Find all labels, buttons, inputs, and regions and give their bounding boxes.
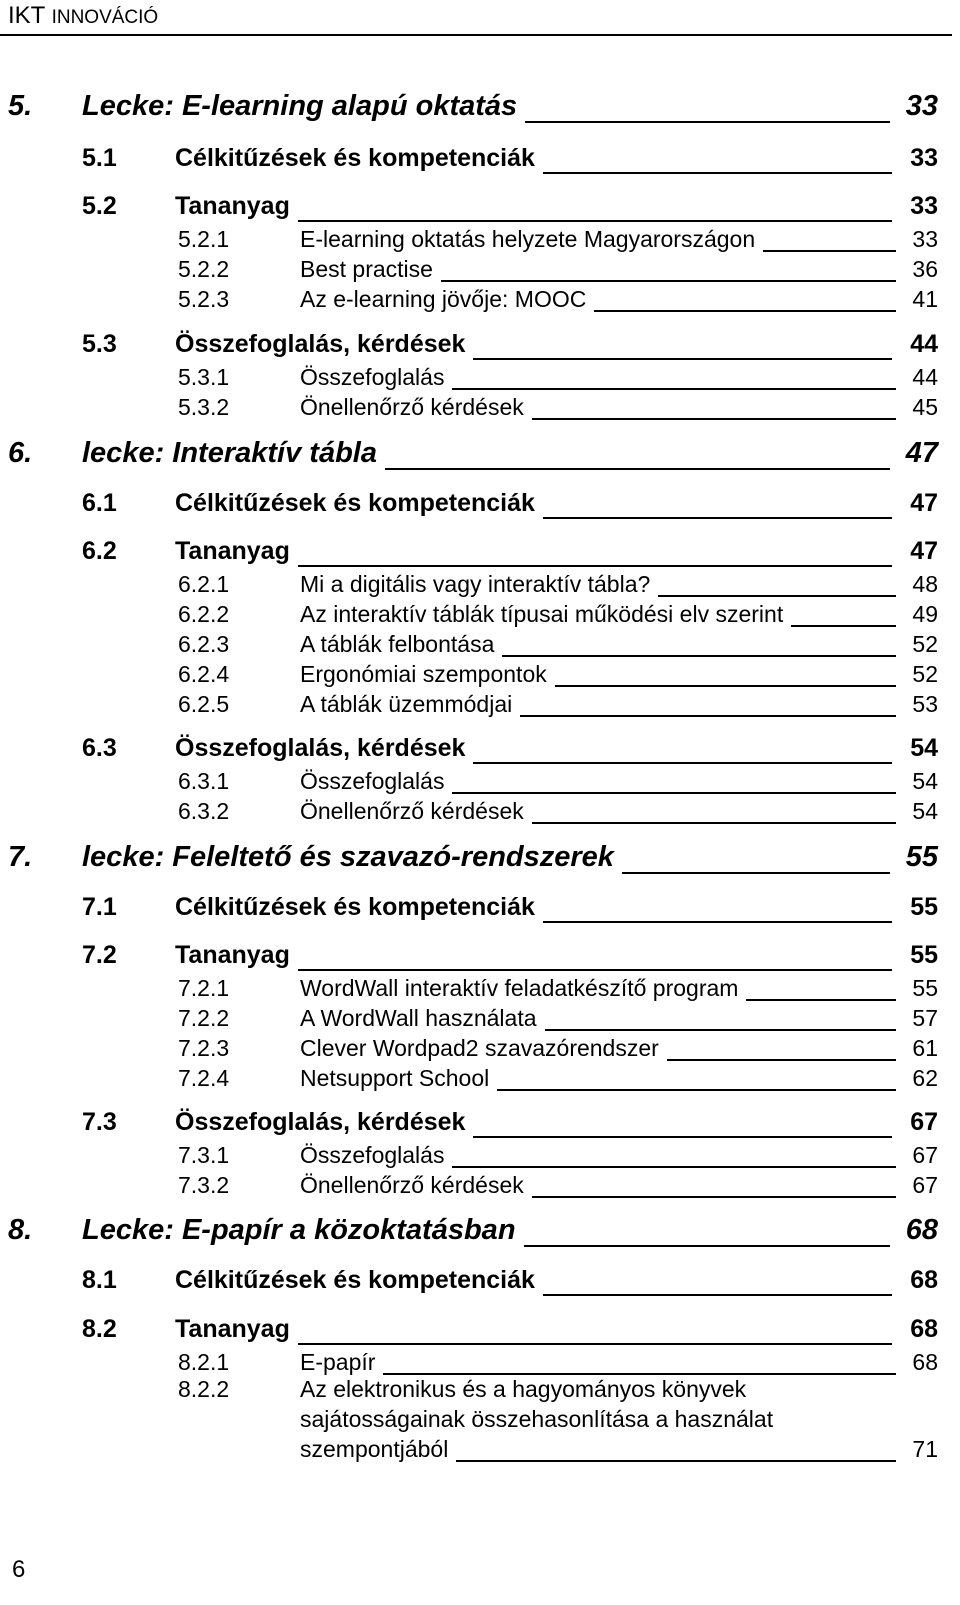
toc-entry-number: 8. (8, 1214, 33, 1246)
toc-entry-number: 6.2.3 (178, 631, 230, 657)
toc-entry-page: 68 (905, 1214, 938, 1246)
toc-entry-level-3[interactable] (0, 1138, 960, 1172)
toc-entry-page: 61 (912, 1035, 938, 1061)
toc-entry-page: 57 (912, 1005, 938, 1031)
toc-entry-level-2[interactable] (0, 1264, 960, 1298)
toc-entry-level-3[interactable] (0, 1001, 960, 1035)
toc-entry-number: 7.1 (82, 893, 117, 921)
toc-entry-page: 41 (912, 286, 938, 312)
toc-entry-level-1[interactable] (0, 90, 960, 124)
toc-entry-page: 45 (912, 394, 938, 420)
toc-entry-level-3[interactable] (0, 390, 960, 424)
toc-entry-number: 6. (8, 437, 33, 469)
toc-entry-level-2[interactable] (0, 328, 960, 362)
toc-entry-page: 67 (912, 1172, 938, 1198)
toc-entry-title: Összefoglalás, kérdések (175, 1108, 466, 1136)
toc-leader-line (520, 715, 896, 717)
toc-entry-number: 8.2 (82, 1315, 117, 1343)
toc-entry-number: 7.2.2 (178, 1005, 230, 1031)
toc-entry-number: 7.3.1 (178, 1142, 230, 1168)
toc-entry-level-2[interactable] (0, 939, 960, 973)
toc-entry-title: Lecke: E-learning alapú oktatás (82, 90, 518, 122)
toc-entry-level-2[interactable] (0, 487, 960, 521)
toc-entry-number: 7.2 (82, 941, 117, 969)
toc-entry-title: Célkitűzések és kompetenciák (175, 489, 535, 517)
toc-entry-page: 48 (912, 571, 938, 597)
toc-entry-number: 8.2.2 (178, 1376, 230, 1402)
toc-entry-number: 8.2.1 (178, 1349, 230, 1375)
toc-entry-title: Tananyag (175, 941, 290, 969)
toc-leader-line (385, 468, 890, 470)
toc-entry-number: 6.2.4 (178, 661, 230, 687)
header-rule (0, 34, 952, 36)
toc-entry-level-2[interactable] (0, 142, 960, 176)
toc-entry-page: 54 (912, 768, 938, 794)
toc-leader-line (497, 1089, 896, 1091)
toc-entry-number: 6.1 (82, 489, 117, 517)
toc-entry-number: 8.1 (82, 1266, 117, 1294)
toc-entry-page: 47 (905, 437, 938, 469)
toc-entry-page: 52 (912, 631, 938, 657)
toc-entry-number: 7.2.3 (178, 1035, 230, 1061)
toc-entry-level-3[interactable] (0, 597, 960, 631)
toc-entry-page: 52 (912, 661, 938, 687)
toc-entry-level-2[interactable] (0, 891, 960, 925)
toc-entry-page: 67 (912, 1142, 938, 1168)
toc-entry-page: 33 (910, 144, 938, 172)
toc-entry-level-2[interactable] (0, 1313, 960, 1347)
toc-entry-level-2[interactable] (0, 732, 960, 766)
toc-entry-level-3[interactable] (0, 794, 960, 828)
toc-entry-title: A táblák üzemmódjai (300, 691, 513, 717)
toc-entry-number: 5.3.1 (178, 364, 230, 390)
toc-entry-number: 6.3.1 (178, 768, 230, 794)
toc-entry-level-3[interactable] (0, 1061, 960, 1095)
toc-entry-title: Összefoglalás (300, 364, 445, 390)
toc-entry-level-3[interactable] (0, 1031, 960, 1065)
toc-entry-level-3[interactable] (0, 1168, 960, 1202)
toc-entry-level-3[interactable] (0, 687, 960, 721)
toc-entry-level-3[interactable] (0, 1345, 960, 1379)
toc-entry-title-line: szempontjából (300, 1436, 449, 1462)
toc-leader-line (543, 172, 892, 174)
toc-leader-line (525, 121, 890, 123)
toc-entry-page: 71 (912, 1436, 938, 1462)
toc-leader-line (532, 1196, 896, 1198)
toc-entry-page: 68 (910, 1266, 938, 1294)
toc-entry-number: 5.2 (82, 192, 117, 220)
toc-entry-level-2[interactable] (0, 535, 960, 569)
toc-entry-page: 36 (912, 256, 938, 282)
toc-entry-title: A táblák felbontása (300, 631, 495, 657)
toc-entry-title: E-learning oktatás helyzete Magyarországon (300, 226, 756, 252)
toc-entry-number: 5.2.2 (178, 256, 230, 282)
toc-entry-number: 7.3.2 (178, 1172, 230, 1198)
toc-entry-title: Önellenőrző kérdések (300, 394, 524, 420)
toc-entry-title: Célkitűzések és kompetenciák (175, 144, 535, 172)
toc-entry-title: lecke: Feleltető és szavazó-rendszerek (82, 841, 614, 873)
toc-entry-level-3[interactable] (0, 657, 960, 691)
toc-entry-title: Összefoglalás (300, 768, 445, 794)
toc-entry-level-2[interactable] (0, 1106, 960, 1140)
toc-entry-number: 7.3 (82, 1108, 117, 1136)
toc-entry-number: 5.3.2 (178, 394, 230, 420)
toc-entry-title: Clever Wordpad2 szavazórendszer (300, 1035, 659, 1061)
toc-entry-title: A WordWall használata (300, 1005, 537, 1031)
toc-entry-number: 6.2 (82, 537, 117, 565)
toc-entry-title: Az e-learning jövője: MOOC (300, 286, 587, 312)
toc-entry-title: E-papír (300, 1349, 376, 1375)
toc-entry-title-line: Az elektronikus és a hagyományos könyvek (300, 1376, 747, 1402)
toc-entry-title: Best practise (300, 256, 433, 282)
toc-entry-title: Célkitűzések és kompetenciák (175, 1266, 535, 1294)
toc-entry-page: 33 (910, 192, 938, 220)
toc-entry-title: Önellenőrző kérdések (300, 1172, 524, 1198)
toc-entry-level-3[interactable] (0, 627, 960, 661)
toc-entry-number: 6.3.2 (178, 798, 230, 824)
toc-entry-level-3[interactable] (0, 222, 960, 256)
toc-entry-title: Mi a digitális vagy interaktív tábla? (300, 571, 651, 597)
toc-entry-title: Összefoglalás (300, 1142, 445, 1168)
toc-entry-level-3[interactable] (0, 282, 960, 316)
toc-entry-level-3[interactable] (0, 360, 960, 394)
toc-entry-page: 44 (910, 330, 938, 358)
toc-leader-line (532, 822, 896, 824)
toc-entry-page: 54 (910, 734, 938, 762)
toc-leader-line (383, 1373, 896, 1375)
toc-entry-page: 44 (912, 364, 938, 390)
toc-entry-title: Tananyag (175, 537, 290, 565)
toc-entry-number: 6.3 (82, 734, 117, 762)
toc-entry-page: 62 (912, 1065, 938, 1091)
toc-entry-page: 55 (912, 975, 938, 1001)
toc-entry-page: 49 (912, 601, 938, 627)
toc-entry-level-3[interactable] (0, 764, 960, 798)
toc-leader-line (543, 517, 892, 519)
toc-entry-number: 5. (8, 90, 33, 122)
toc-leader-line (532, 418, 896, 420)
toc-entry-title: Lecke: E-papír a közoktatásban (82, 1214, 516, 1246)
toc-entry-page: 55 (910, 893, 938, 921)
toc-entry-title: Tananyag (175, 1315, 290, 1343)
page-number: 6 (12, 1556, 26, 1583)
toc-entry-level-2[interactable] (0, 190, 960, 224)
toc-entry-number: 6.2.1 (178, 571, 230, 597)
toc-entry-title: WordWall interaktív feladatkészítő program (300, 975, 739, 1001)
toc-entry-page: 33 (905, 90, 938, 122)
toc-leader-line (543, 1294, 892, 1296)
toc-entry-level-1[interactable] (0, 841, 960, 875)
toc-entry-page: 67 (910, 1108, 938, 1136)
toc-entry-page: 68 (910, 1315, 938, 1343)
toc-entry-title: Netsupport School (300, 1065, 490, 1091)
toc-entry-level-3[interactable] (0, 971, 960, 1005)
toc-entry-page: 53 (912, 691, 938, 717)
toc-entry-title: Tananyag (175, 192, 290, 220)
toc-leader-line (594, 310, 896, 312)
toc-entry-number: 7.2.1 (178, 975, 230, 1001)
toc-leader-line (524, 1245, 890, 1247)
toc-entry-title-line: sajátosságainak összehasonlítása a használat (300, 1406, 774, 1432)
toc-leader-line (456, 1460, 896, 1462)
toc-entry-page: 55 (910, 941, 938, 969)
toc-entry-page: 68 (912, 1349, 938, 1375)
toc-entry-number: 6.2.2 (178, 601, 230, 627)
toc-leader-line (622, 872, 890, 874)
toc-entry-title: Az interaktív táblák típusai működési elv szerint (300, 601, 784, 627)
toc-entry-title: Összefoglalás, kérdések (175, 330, 466, 358)
toc-entry-title: Ergonómiai szempontok (300, 661, 547, 687)
toc-entry-number: 7. (8, 841, 33, 873)
toc-entry-number: 5.3 (82, 330, 117, 358)
toc-entry-number: 7.2.4 (178, 1065, 230, 1091)
toc-entry-number: 5.2.1 (178, 226, 230, 252)
running-header (8, 2, 158, 32)
toc-entry-title: Összefoglalás, kérdések (175, 734, 466, 762)
toc-entry-title: Önellenőrző kérdések (300, 798, 524, 824)
toc-entry-page: 47 (910, 489, 938, 517)
toc-leader-line (543, 921, 892, 923)
toc-entry-level-3[interactable] (0, 252, 960, 286)
toc-entry-page: 55 (905, 841, 938, 873)
toc-entry-number: 5.2.3 (178, 286, 230, 312)
toc-entry-level-3[interactable] (0, 567, 960, 601)
toc-entry-title: lecke: Interaktív tábla (82, 437, 377, 469)
toc-entry-number: 5.1 (82, 144, 117, 172)
toc-entry-number: 6.2.5 (178, 691, 230, 717)
toc-entry-page: 33 (912, 226, 938, 252)
toc-entry-level-1[interactable] (0, 437, 960, 471)
toc-entry-title: Célkitűzések és kompetenciák (175, 893, 535, 921)
toc-entry-page: 54 (912, 798, 938, 824)
header-title-small: INNOVÁCIÓ (51, 7, 159, 28)
header-title-big: IKT (8, 2, 45, 29)
toc-entry-level-1[interactable] (0, 1214, 960, 1248)
toc-entry-page: 47 (910, 537, 938, 565)
